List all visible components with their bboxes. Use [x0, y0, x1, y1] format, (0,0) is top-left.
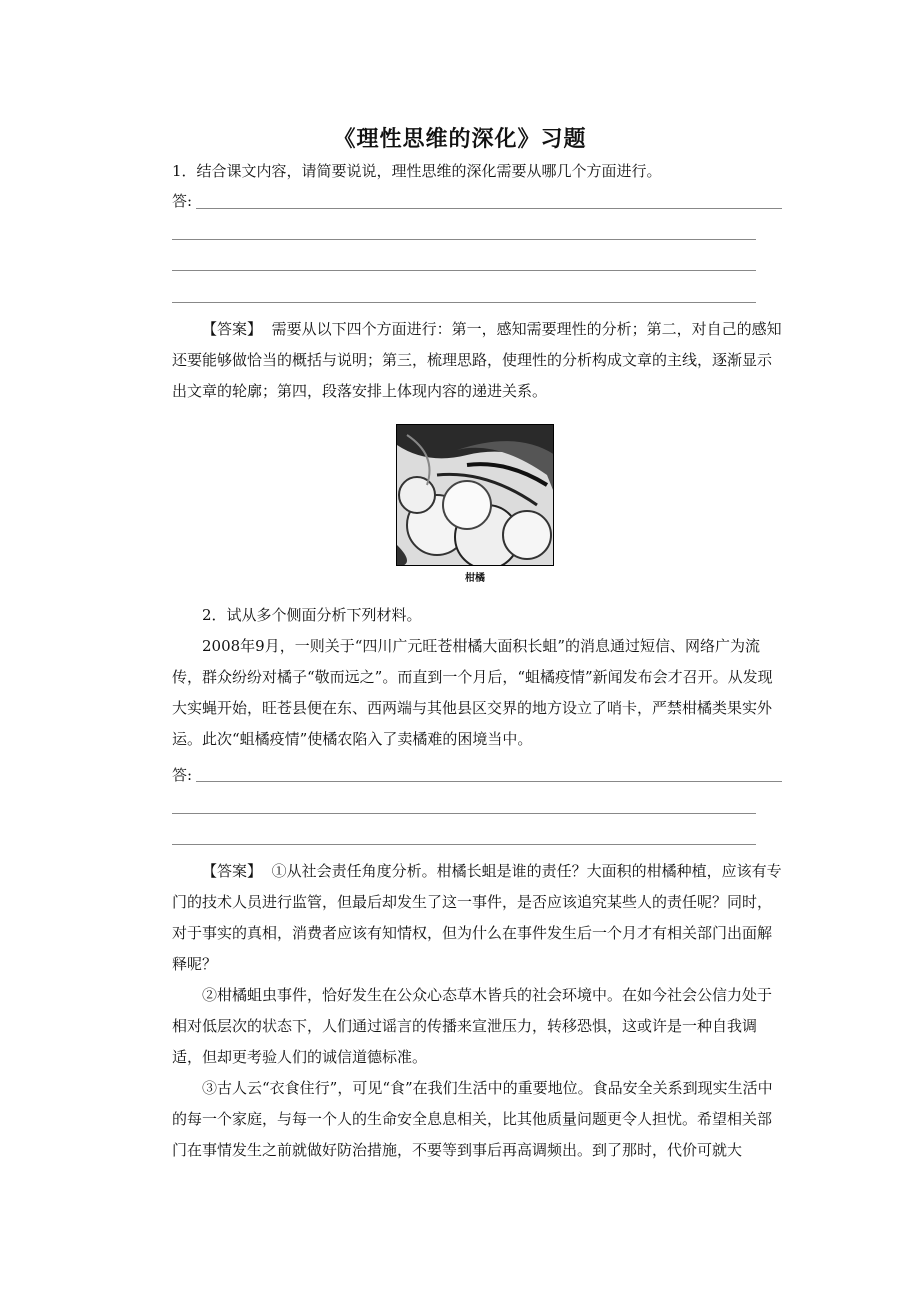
answer-2-part-3: ③古人云“衣食住行”，可见“食”在我们生活中的重要地位。食品安全关系到现实生活中的每一个家庭，与每一个人的生命安全息息相关，比其他质量问题更令人担忧。希望相关部门在事情发生之前就做好防治措施，不要等到事后再高调频出。到了那时，代价可就大: [172, 1079, 773, 1159]
answer-line: [172, 239, 756, 240]
question-1: 1．结合课文内容，请简要说说，理性思维的深化需要从哪几个方面进行。: [172, 162, 662, 180]
answer-prefix-1: 答:: [172, 192, 193, 210]
answer-text: ①从社会责任角度分析。柑橘长蛆是谁的责任？大面积的柑橘种植，应该有专门的技术人员进行监管，但最后却发生了这一事件，是否应该追究某些人的责任呢？同时，对于事实的真相，消费者应该有知情权，但为什么在事件发生后一个月才有相关部门出面解释呢？: [172, 862, 782, 973]
figure-caption: 柑橘: [465, 573, 485, 584]
answer-2-part-2: ②柑橘蛆虫事件，恰好发生在公众心态草木皆兵的社会环境中。在如今社会公信力处于相对低层次的状态下，人们通过谣言的传播来宣泄压力，转移恐惧，这或许是一种自我调适，但却更考验人们的诚信道德标准。: [172, 986, 773, 1066]
answer-line: [196, 208, 782, 209]
answer-label: 【答案】: [202, 862, 263, 880]
page-title: 《理性思维的深化》习题: [333, 127, 587, 152]
answer-text: 需要从以下四个方面进行：第一，感知需要理性的分析；第二，对自己的感知还要能够做恰当的概括与说明；第三，梳理思路，使理性的分析构成文章的主线，逐渐显示出文章的轮廓；第四，段落安排上体现内容的递进关系。: [172, 320, 782, 400]
answer-line: [172, 302, 756, 303]
question-2: 2．试从多个侧面分析下列材料。: [202, 606, 422, 624]
answer-line: [172, 270, 756, 271]
tangerine-illustration: [397, 425, 554, 566]
answer-prefix-2: 答:: [172, 766, 193, 784]
answer-line: [172, 844, 756, 845]
answer-line: [172, 813, 756, 814]
answer-label: 【答案】: [202, 320, 263, 338]
question-2-material: 2008年9月，一则关于“四川广元旺苍柑橘大面积长蛆”的消息通过短信、网络广为流传，群众纷纷对橘子“敬而远之”。而直到一个月后，“蛆橘疫情”新闻发布会才召开。从发现大实蝇开始，旺苍县便在东、西两端与其他县区交界的地方设立了哨卡，严禁柑橘类果实外运。此次“蛆橘疫情”使橘农陷入了卖橘难的困境当中。: [172, 637, 773, 748]
answer-1: [172, 314, 782, 407]
tangerine-photo: [396, 424, 554, 566]
answer-line: [196, 781, 782, 782]
answer-2-part-1: [172, 856, 782, 980]
